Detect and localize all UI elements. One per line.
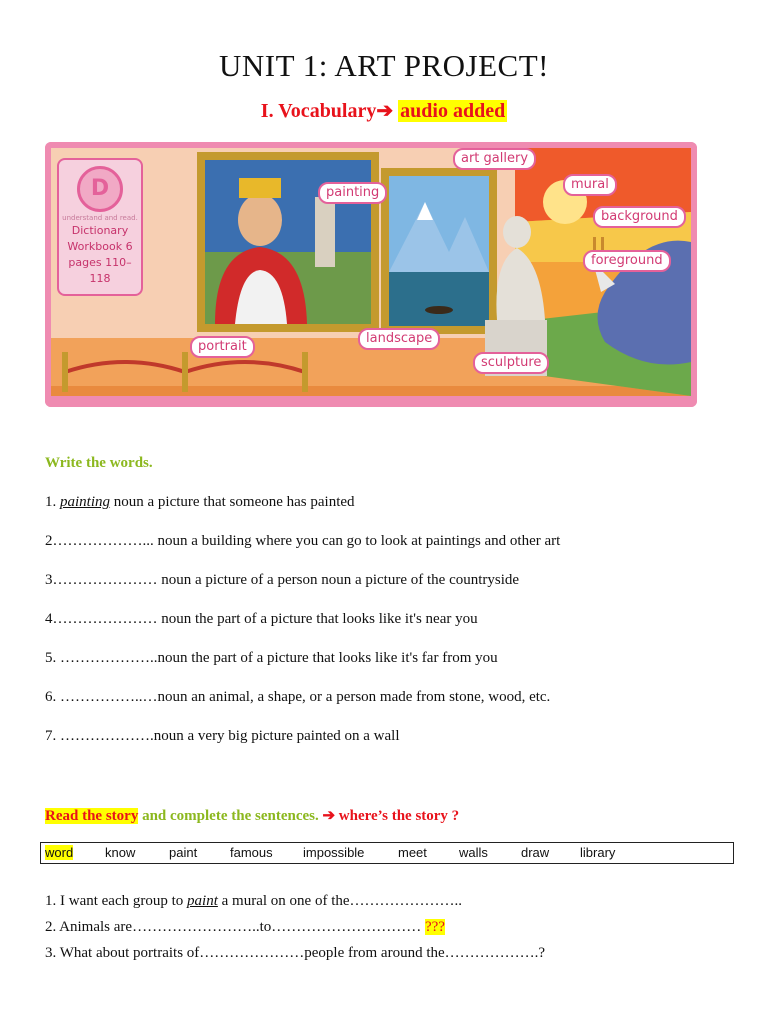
item-definition: noun the part of a picture that looks like it's near you	[161, 611, 478, 627]
sentence-text: 1. I want each group to	[45, 893, 188, 909]
where-story-label: where’s the story ?	[335, 808, 460, 824]
vocabulary-illustration	[45, 142, 697, 407]
vocab-item-2	[45, 533, 560, 550]
word-bank-item: walls	[459, 845, 488, 860]
audio-note[interactable]: audio added	[400, 100, 506, 122]
dictionary-box	[57, 158, 143, 296]
sentence-3	[45, 945, 545, 962]
item-definition: noun an animal, a shape, or a person made from stone, wood, etc.	[157, 689, 551, 705]
label-sculpture: sculpture	[473, 352, 549, 374]
label-portrait: portrait	[190, 336, 255, 358]
sentence-text: 3. What about portraits of…………………people from around the……………….?	[45, 945, 546, 961]
sentence-answer: paint	[187, 893, 218, 909]
exercise1-heading: Write the words.	[45, 455, 153, 471]
label-mural: mural	[563, 174, 617, 196]
section-heading	[0, 98, 768, 123]
vocab-item-1	[45, 494, 355, 511]
word-bank-item: paint	[169, 845, 198, 860]
item-definition: noun the part of a picture that looks like it's far from you	[157, 650, 498, 666]
arrow-right-icon: ➔	[322, 808, 336, 824]
arrow-right-icon: ➔	[376, 100, 394, 122]
item-number: 2………………...	[45, 533, 158, 549]
item-definition: noun a picture that someone has painted	[110, 494, 355, 510]
dictionary-line-2: Workbook 6	[67, 240, 133, 253]
word-bank-item: meet	[398, 845, 427, 860]
complete-label: and complete the sentences.	[138, 808, 323, 824]
read-story-label: Read the story	[45, 808, 139, 824]
dictionary-line-3: pages 110–118	[68, 256, 132, 285]
question-marks: ???	[424, 919, 445, 935]
label-foreground: foreground	[583, 250, 671, 272]
section-label: I. Vocabulary	[260, 100, 377, 122]
dictionary-badge: D	[77, 166, 123, 212]
word-bank-item: famous	[230, 845, 273, 860]
dictionary-small-text: understand and read.	[62, 214, 138, 222]
item-number: 7. ……………….	[45, 728, 154, 744]
item-definition: noun a building where you can go to look at paintings and other art	[157, 533, 561, 549]
word-bank-item: draw	[521, 845, 550, 860]
vocab-item-5	[45, 650, 498, 667]
vocab-item-7	[45, 728, 400, 745]
word-bank-item: know	[105, 845, 136, 860]
item-number: 5. ………………..	[45, 650, 158, 666]
item-number: 3…………………	[45, 572, 162, 588]
word-bank-item: word	[45, 845, 74, 860]
sentence-text: a mural on one of the…………………..	[217, 893, 463, 909]
item-definition: noun a very big picture painted on a wall	[153, 728, 400, 744]
item-number: 4…………………	[45, 611, 162, 627]
vocab-item-6	[45, 689, 550, 706]
page-title: UNIT 1: ART PROJECT!	[219, 48, 549, 83]
item-number: 6. ……………..…	[45, 689, 158, 705]
sentence-1	[45, 893, 462, 910]
word-bank	[40, 842, 734, 864]
item-definition: noun a picture of a person noun a picture of the countryside	[161, 572, 520, 588]
vocab-item-3	[45, 572, 519, 589]
label-landscape: landscape	[358, 328, 440, 350]
sentence-2	[45, 919, 445, 936]
word-bank-item: library	[580, 845, 616, 860]
word-bank-item: impossible	[303, 845, 365, 860]
vocab-item-4	[45, 611, 478, 628]
exercise2-heading	[45, 806, 459, 825]
sentence-text: 2. Animals are……………………..to…………………………	[45, 919, 425, 935]
dictionary-line-1: Dictionary	[71, 224, 129, 237]
item-answer: painting	[60, 494, 111, 510]
label-painting: painting	[318, 182, 387, 204]
label-background: background	[593, 206, 686, 228]
item-number: 1.	[45, 494, 60, 510]
label-art-gallery: art gallery	[453, 148, 536, 170]
